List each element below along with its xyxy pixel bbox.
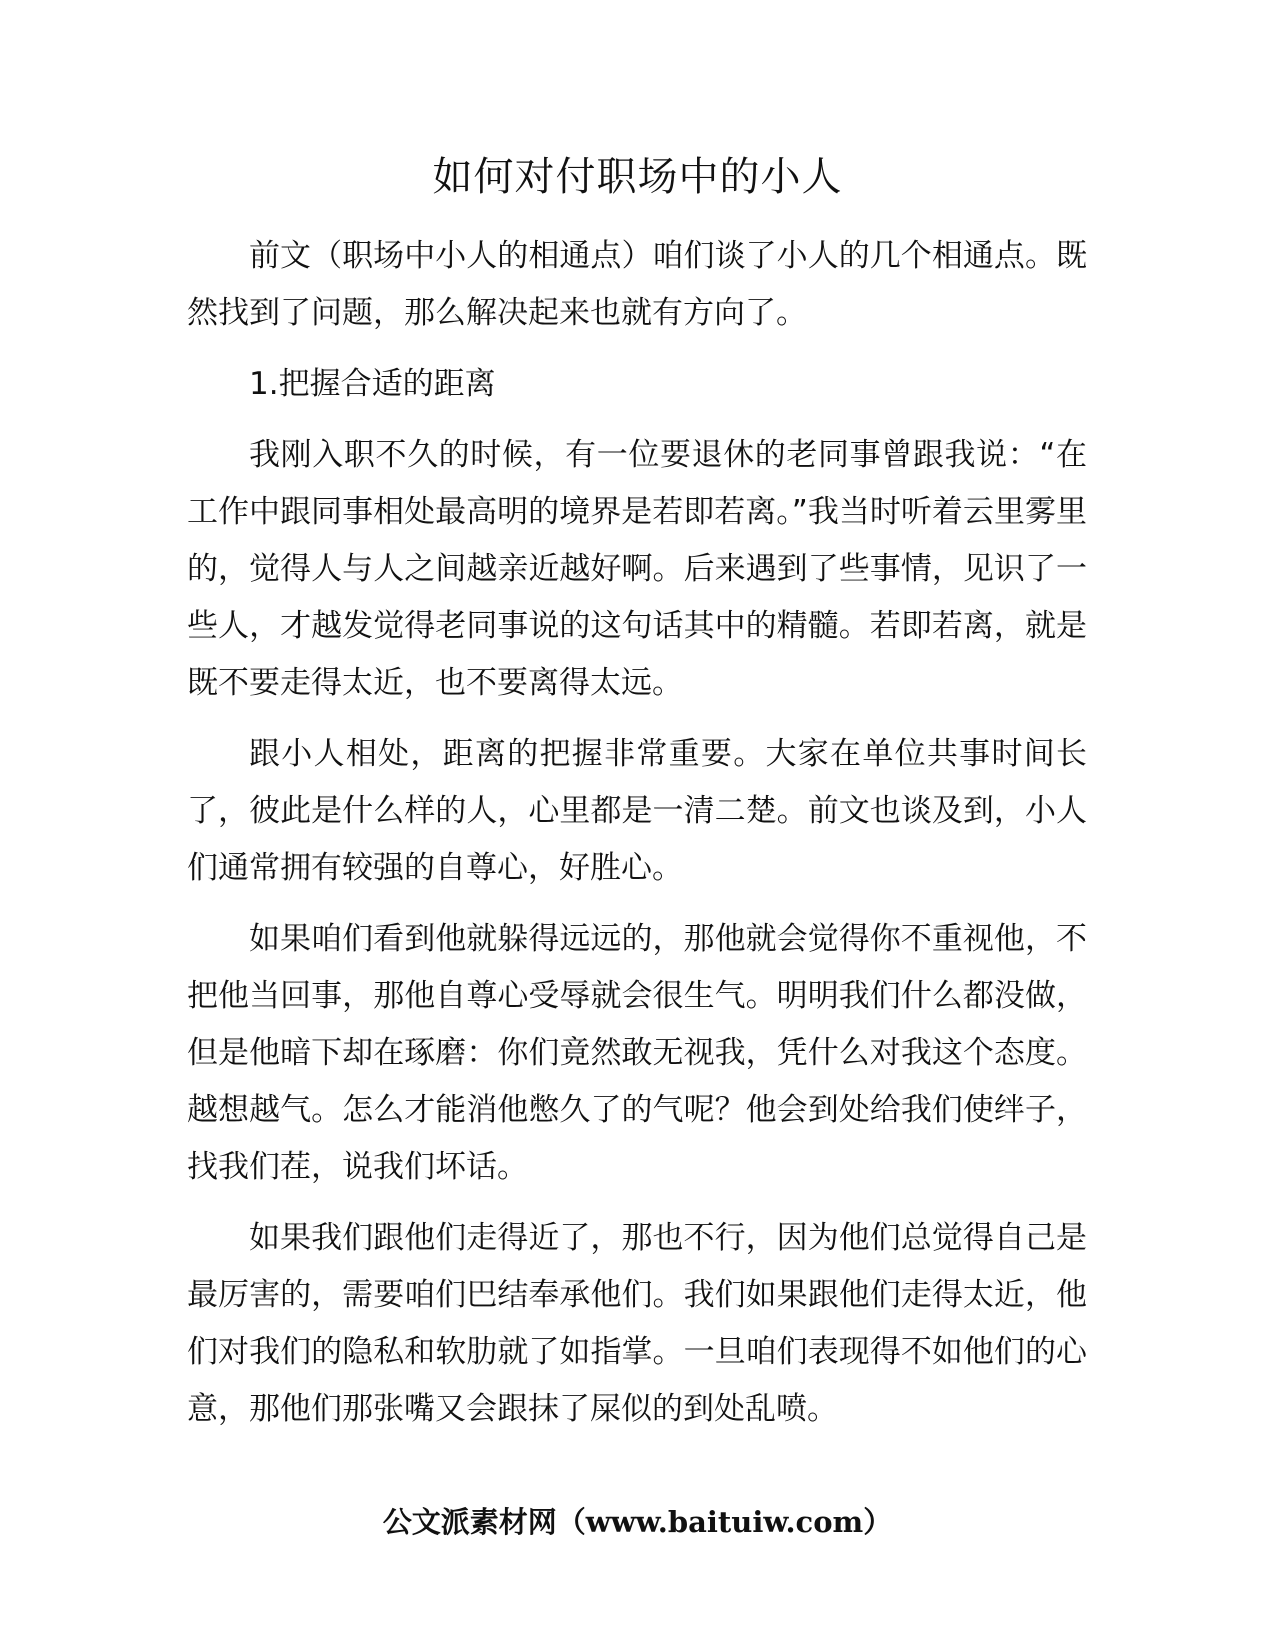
paragraph-intro: 前文（职场中小人的相通点）咱们谈了小人的几个相通点。既然找到了问题，那么解决起来也就有方向了。 (187, 238, 1087, 331)
document-body (187, 228, 1087, 1438)
paragraph-too-far: 如果咱们看到他就躲得远远的，那他就会觉得你不重视他，不把他当回事，那他自尊心受辱就会很生气。明明我们什么都没做，但是他暗下却在琢磨：你们竟然敢无视我，凭什么对我这个态度。越想越气。怎么才能消他憋久了的气呢？他会到处给我们使绊子，找我们茬，说我们坏话。 (187, 921, 1087, 1185)
document-title: 如何对付职场中的小人 (432, 154, 843, 200)
section-heading-1: 1.把握合适的距离 (249, 366, 496, 402)
paragraph-distance: 跟小人相处，距离的把握非常重要。大家在单位共事时间长了，彼此是什么样的人，心里都是一清二楚。前文也谈及到，小人们通常拥有较强的自尊心，好胜心。 (187, 736, 1087, 886)
paragraph-too-close: 如果我们跟他们走得近了，那也不行，因为他们总觉得自己是最厉害的，需要咱们巴结奉承他们。我们如果跟他们走得太近，他们对我们的隐私和软肋就了如指掌。一旦咱们表现得不如他们的心意，那他们那张嘴又会跟抹了屎似的到处乱喷。 (187, 1220, 1087, 1427)
paragraph-colleague-advice: 我刚入职不久的时候，有一位要退休的老同事曾跟我说：“在工作中跟同事相处最高明的境界是若即若离。”我当时听着云里雾里的，觉得人与人之间越亲近越好啊。后来遇到了些事情，见识了一些人，才越发觉得老同事说的这句话其中的精髓。若即若离，就是既不要走得太近，也不要离得太远。 (187, 437, 1087, 701)
page-footer: 公文派素材网（www.baituiw.com） (382, 1505, 893, 1539)
